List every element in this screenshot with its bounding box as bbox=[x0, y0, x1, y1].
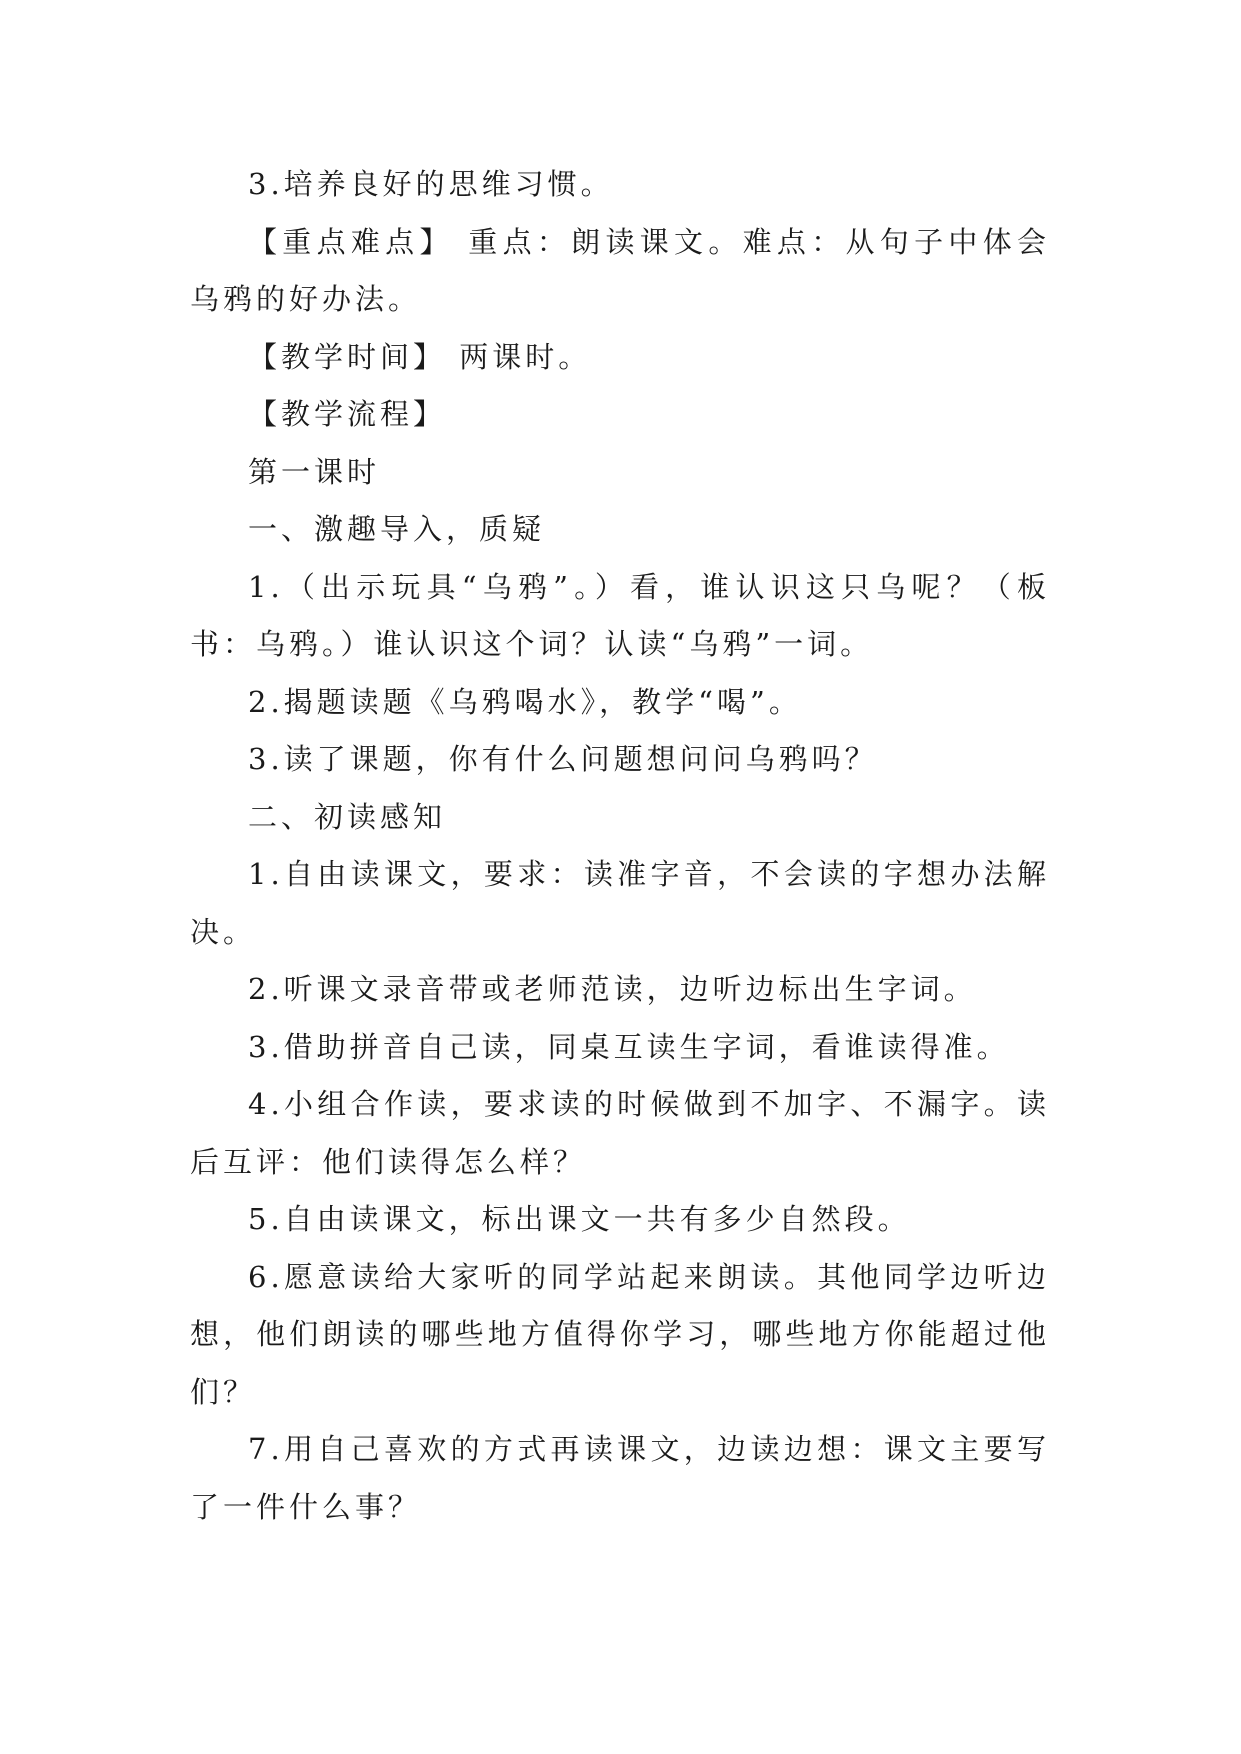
list-item: 7.用自己喜欢的方式再读课文，边读边想：课文主要写了一件什么事？ bbox=[190, 1432, 1050, 1524]
section-heading-first-reading: 二、初读感知 bbox=[248, 799, 447, 834]
list-item: 4.小组合作读，要求读的时候做到不加字、不漏字。读后互评：他们读得怎么样？ bbox=[190, 1087, 1050, 1179]
list-item: 2.揭题读题《乌鸦喝水》，教学“喝”。 bbox=[248, 684, 802, 719]
list-item: 6.愿意读给大家听的同学站起来朗读。其他同学边听边想，他们朗读的哪些地方值得你学习，哪些地方你能超过他们？ bbox=[190, 1259, 1050, 1409]
list-item: 1.（出示玩具“乌鸦”。）看，谁认识这只乌呢？（板书：乌鸦。）谁认识这个词？认读“乌鸦”一词。 bbox=[190, 569, 1050, 661]
document-body bbox=[190, 156, 1050, 1536]
list-item: 5.自由读课文，标出课文一共有多少自然段。 bbox=[248, 1202, 911, 1236]
list-item: 3.借助拼音自己读，同桌互读生字词，看谁读得准。 bbox=[248, 1029, 1010, 1064]
teaching-process-heading: 【教学流程】 bbox=[248, 397, 447, 431]
section-heading-intro: 一、激趣导入，质疑 bbox=[248, 512, 546, 546]
goal-item-3: 3.培养良好的思维习惯。 bbox=[248, 167, 614, 201]
teaching-time: 【教学时间】 两课时。 bbox=[248, 339, 592, 374]
list-item: 2.听课文录音带或老师范读，边听边标出生字词。 bbox=[248, 972, 977, 1006]
key-difficult-points: 【重点难点】 重点：朗读课文。难点：从句子中体会乌鸦的好办法。 bbox=[190, 224, 1050, 316]
list-item: 1.自由读课文，要求：读准字音，不会读的字想办法解决。 bbox=[190, 857, 1050, 949]
first-lesson-heading: 第一课时 bbox=[248, 454, 381, 489]
list-item: 3.读了课题，你有什么问题想问问乌鸦吗？ bbox=[248, 742, 878, 776]
